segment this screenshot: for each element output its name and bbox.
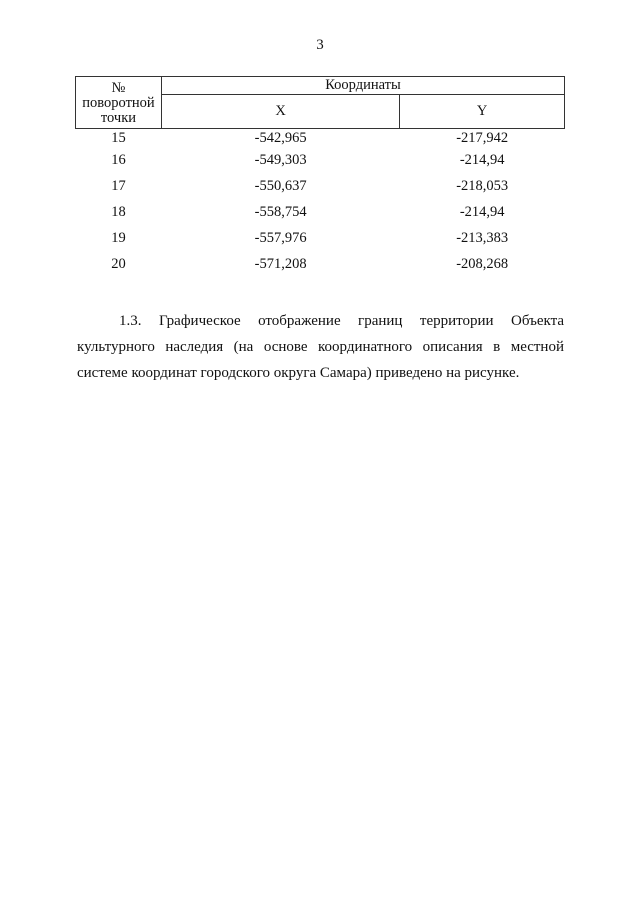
cell-x: -542,965 [254, 130, 307, 146]
cell-y: -208,268 [456, 256, 509, 272]
cell-point: 16 [111, 152, 126, 168]
header-y: Y [400, 95, 565, 129]
body-paragraph: 1.3. Графическое отображение границ территории Объекта культурного наследия (на основе координатного описания в местной системе координат городского округа Самара) приведено на рисунке. [77, 313, 564, 381]
cell-y: -214,94 [459, 204, 505, 220]
table-row [76, 199, 565, 225]
cell-x: -558,754 [254, 204, 307, 220]
header-x: X [161, 95, 399, 129]
cell-x: -571,208 [254, 256, 307, 272]
table-row [76, 225, 565, 251]
cell-point: 15 [111, 130, 126, 146]
cell-point: 17 [111, 178, 126, 194]
table-row [76, 129, 565, 148]
table-row [76, 173, 565, 199]
cell-y: -218,053 [456, 178, 509, 194]
table-row [76, 147, 565, 173]
cell-x: -557,976 [254, 230, 307, 246]
page-number: 3 [316, 37, 324, 53]
cell-point: 18 [111, 204, 126, 220]
cell-y: -213,383 [456, 230, 509, 246]
coordinates-table [75, 76, 565, 277]
table-row [76, 251, 565, 277]
header-point-number: № поворотной точки [76, 77, 162, 129]
header-coordinates: Координаты [161, 77, 564, 95]
cell-y: -214,94 [459, 152, 505, 168]
cell-x: -549,303 [254, 152, 307, 168]
cell-point: 19 [111, 230, 126, 246]
cell-x: -550,637 [254, 178, 307, 194]
cell-point: 20 [111, 256, 126, 272]
cell-y: -217,942 [456, 130, 509, 146]
